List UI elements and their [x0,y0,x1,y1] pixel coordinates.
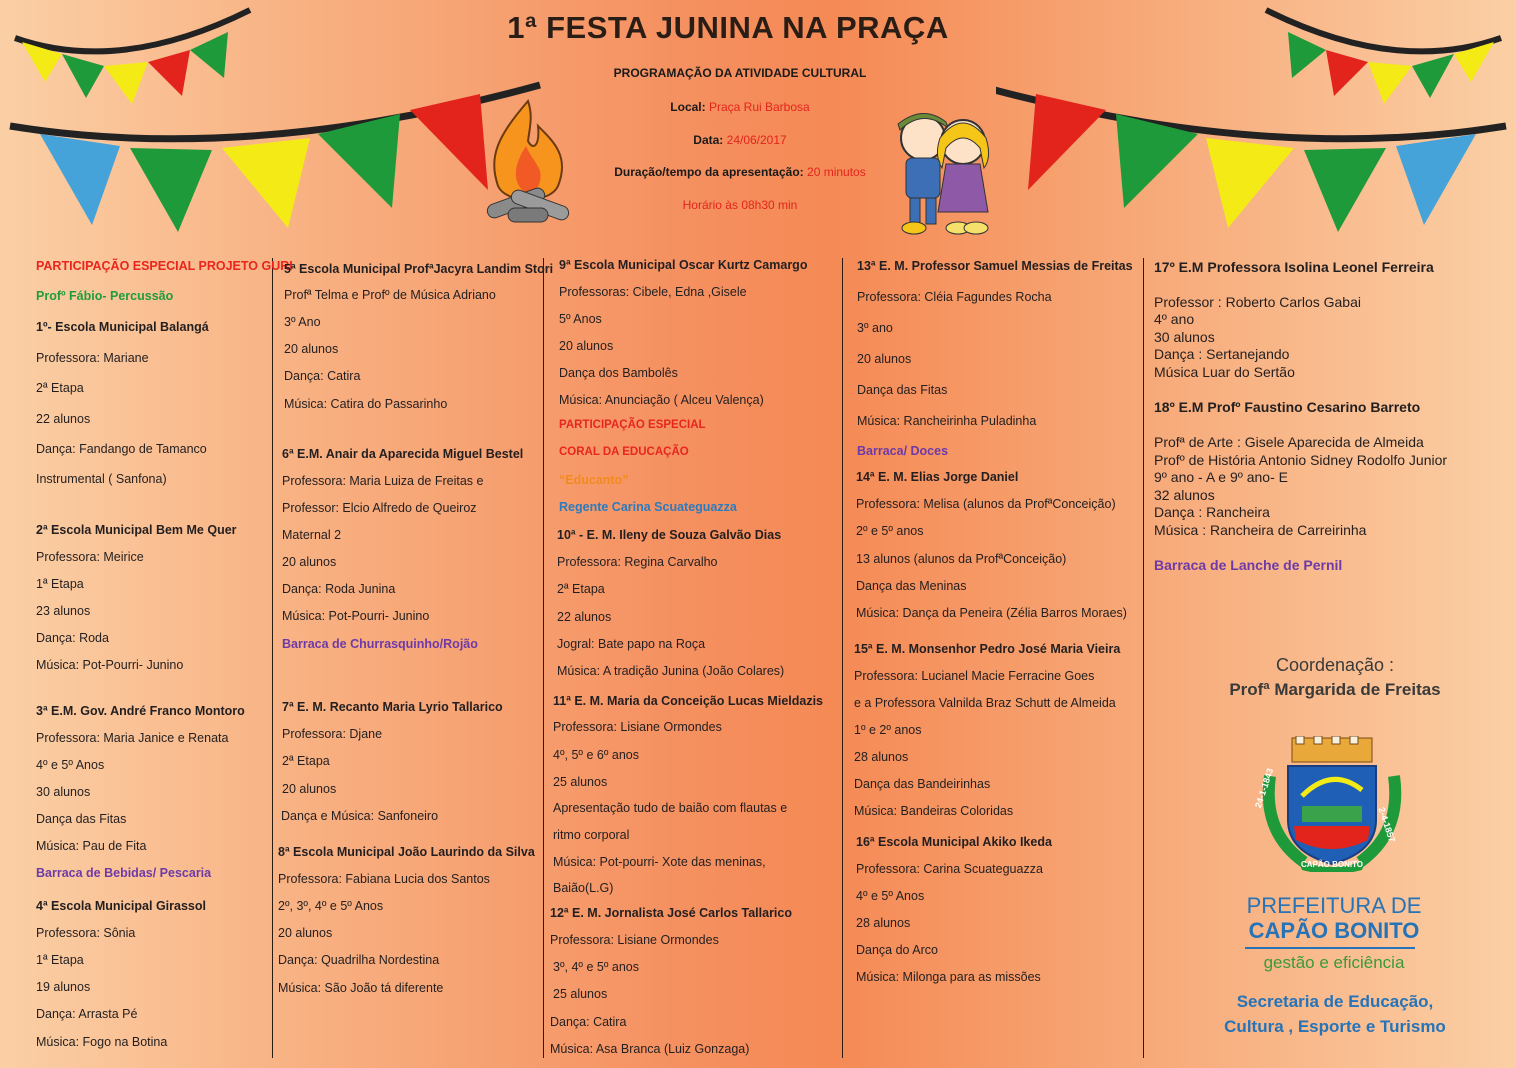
school-detail: 1ª Etapa [36,953,84,967]
school-detail: Baião(L.G) [553,881,614,895]
duracao-line [560,165,920,179]
school-detail: Música: Rancheirinha Puladinha [857,414,1037,428]
school-heading: 18º E.M Profº Faustino Cesarino Barreto [1154,399,1421,415]
school-detail: Música: Milonga para as missões [856,970,1041,984]
school-detail: 20 alunos [284,342,339,356]
school-detail: Dança: Roda Junina [282,582,396,596]
school-detail: Música: Asa Branca (Luiz Gonzaga) [550,1042,750,1056]
school-detail: Professora: Lucianel Macie Ferracine Goes [854,669,1095,683]
school-detail: Música: A tradição Junina (João Colares) [557,664,785,678]
column-divider [842,258,843,1058]
school-detail: Professora: Maria Janice e Renata [36,731,229,745]
prof-fabio: Profº Fábio- Percussão [36,289,174,303]
school-detail: 5º Anos [559,312,602,326]
data-label: Data: [693,133,724,147]
school-heading: 6ª E.M. Anair da Aparecida Miguel Bestel [282,447,524,461]
school-detail: 28 alunos [856,916,911,930]
school-detail: 19 alunos [36,980,91,994]
school-detail: e a Professora Valnilda Braz Schutt de Almeida [854,696,1116,710]
school-detail: Dança dos Bambolês [559,366,678,380]
school-detail: 23 alunos [36,604,91,618]
secretaria-line-1: Secretaria de Educação, [1236,992,1434,1011]
school-detail: Professora: Cléia Fagundes Rocha [857,290,1052,304]
school-heading: 12ª E. M. Jornalista José Carlos Tallarico [550,906,792,920]
school-heading: 14ª E. M. Elias Jorge Daniel [856,470,1019,484]
school-detail: 4º e 5º Anos [856,889,925,903]
school-detail: Música Luar do Sertão [1154,364,1295,380]
school-detail: Música: Pot-Pourri- Junino [282,609,430,623]
local-label: Local: [670,100,706,114]
school-heading: 8ª Escola Municipal João Laurindo da Silva [278,845,535,859]
secretaria-line-2: Cultura , Esporte e Turismo [1224,1017,1446,1036]
school-heading: 16ª Escola Municipal Akiko Ikeda [856,835,1052,849]
school-detail: Apresentação tudo de baião com flautas e [553,801,788,815]
school-heading: 3ª E.M. Gov. André Franco Montoro [36,704,245,718]
school-detail: Música : Rancheira de Carreirinha [1154,522,1367,538]
brasao-date-right: 2-4-1857 [1376,806,1398,844]
school-detail: Dança das Fitas [857,383,948,397]
school-detail: Dança: Arrasta Pé [36,1007,138,1021]
school-detail: Dança: Catira [550,1015,627,1029]
school-detail: 28 alunos [854,750,909,764]
column-divider [543,258,544,1058]
subtitle: PROGRAMAÇÃO DA ATIVIDADE CULTURAL [613,66,867,80]
school-detail: Dança : Rancheira [1154,504,1270,520]
barraca-label: Barraca de Bebidas/ Pescaria [36,866,212,880]
school-detail: Professora: Lisiane Ormondes [553,720,722,734]
school-detail: 30 alunos [1154,329,1215,345]
brasao-date-left: 24-1-1843 [1253,766,1276,810]
horario: Horário às 08h30 min [682,198,798,212]
school-detail: 20 alunos [278,926,333,940]
school-detail: Jogral: Bate papo na Roça [557,637,706,651]
school-detail: Professora: Carina Scuateguazza [856,862,1043,876]
regente: Regente Carina Scuateguazza [559,500,737,514]
school-detail: Professora: Sônia [36,926,136,940]
coordenacao-nome: Profª Margarida de Freitas [1229,680,1441,699]
data-value: 24/06/2017 [726,133,787,147]
school-detail: Dança: Fandango de Tamanco [36,442,207,456]
school-detail: Dança : Sertanejando [1154,346,1290,362]
educanto: “Educanto” [559,473,629,487]
school-detail: 2º, 3º, 4º e 5º Anos [278,899,384,913]
school-detail: 4º ano [1154,311,1195,327]
school-detail: Música: São João tá diferente [278,981,444,995]
school-detail: 22 alunos [557,610,612,624]
coral-heading: CORAL DA EDUCAÇÃO [559,446,689,458]
school-heading: 17º E.M Professora Isolina Leonel Ferreira [1154,259,1434,275]
school-detail: 3º Ano [284,315,321,329]
school-detail: 22 alunos [36,412,91,426]
school-detail: 2ª Etapa [36,381,84,395]
local-line [560,100,920,114]
school-detail: 2ª Etapa [282,754,330,768]
data-line [560,133,920,147]
school-detail: 32 alunos [1154,487,1215,503]
school-detail: Dança: Catira [284,369,361,383]
school-detail: 25 alunos [553,987,608,1001]
brasao-icon [1258,736,1406,872]
logo-divider [1245,947,1415,949]
school-detail: 20 alunos [282,782,337,796]
school-detail: Dança das Fitas [36,812,127,826]
school-heading: 7ª E. M. Recanto Maria Lyrio Tallarico [282,700,503,714]
school-detail: 20 alunos [857,352,912,366]
school-heading: 11ª E. M. Maria da Conceição Lucas Mieldazis [553,694,824,708]
school-detail: Professora: Regina Carvalho [557,555,718,569]
local-value: Praça Rui Barbosa [708,100,810,114]
school-detail: Profª Telma e Profº de Música Adriano [284,288,496,302]
school-heading: 2ª Escola Municipal Bem Me Quer [36,523,237,537]
school-detail: 30 alunos [36,785,91,799]
school-detail: 20 alunos [559,339,614,353]
duracao-value: 20 minutos [807,165,866,179]
school-detail: Música: Catira do Passarinho [284,397,448,411]
school-detail: Professor : Roberto Carlos Gabai [1154,294,1361,310]
school-detail: ritmo corporal [553,828,630,842]
brasao-city: CAPÃO BONITO [1300,860,1364,869]
school-detail: 3º ano [857,321,893,335]
school-detail: Música: Pot-pourri- Xote das meninas, [553,855,766,869]
school-heading: 10ª - E. M. Ileny de Souza Galvão Dias [557,528,782,542]
school-detail: Dança das Bandeirinhas [854,777,991,791]
school-detail: Música: Anunciação ( Alceu Valença) [559,393,764,407]
school-detail: Professora: Fabiana Lucia dos Santos [278,872,490,886]
school-detail: 20 alunos [282,555,337,569]
school-heading: 15ª E. M. Monsenhor Pedro José Maria Vieira [854,642,1121,656]
column-divider [272,258,273,1058]
projeto-guri-heading: PARTICIPAÇÃO ESPECIAL PROJETO GURI [36,259,293,273]
school-heading: 1º- Escola Municipal Balangá [36,320,209,334]
school-detail: Professor: Elcio Alfredo de Queiroz [282,501,477,515]
column-divider [1143,258,1144,1058]
school-detail: Dança e Música: Sanfoneiro [281,809,439,823]
prefeitura-line-2: CAPÃO BONITO [1248,918,1420,943]
page-title: 1ª FESTA JUNINA NA PRAÇA [507,10,949,45]
school-heading: 9ª Escola Municipal Oscar Kurtz Camargo [559,258,808,272]
school-detail: Professora: Maria Luiza de Freitas e [282,474,484,488]
school-detail: Profº de História Antonio Sidney Rodolfo Junior [1154,452,1448,468]
school-detail: Música: Fogo na Botina [36,1035,168,1049]
school-detail: 4º e 5º Anos [36,758,105,772]
school-detail: 9º ano - A e 9º ano- E [1154,469,1288,485]
barraca-label: Barraca de Lanche de Pernil [1154,557,1343,573]
school-heading: 5ª Escola Municipal ProfªJacyra Landim Stori [284,262,554,276]
school-detail: Dança das Meninas [856,579,967,593]
especial-heading: PARTICIPAÇÃO ESPECIAL [559,419,706,431]
school-detail: 1º e 2º anos [854,723,922,737]
school-detail: 3º, 4º e 5º anos [553,960,639,974]
school-detail: Instrumental ( Sanfona) [36,472,167,486]
school-detail: Professora: Mariane [36,351,149,365]
school-detail: Maternal 2 [282,528,342,542]
school-detail: Música: Pau de Fita [36,839,147,853]
school-detail: Música: Dança da Peneira (Zélia Barros Moraes) [856,606,1127,620]
school-detail: 2º e 5º anos [856,524,924,538]
coordenacao-label: Coordenação : [1275,655,1395,675]
school-heading: 4ª Escola Municipal Girassol [36,899,206,913]
school-detail: Professoras: Cibele, Edna ,Gisele [559,285,747,299]
school-detail: Professora: Djane [282,727,383,741]
school-detail: Professora: Lisiane Ormondes [550,933,719,947]
duracao-label: Duração/tempo da apresentação: [614,165,804,179]
barraca-label: Barraca de Churrasquinho/Rojão [282,637,478,651]
school-detail: 13 alunos (alunos da ProfªConceição) [856,552,1067,566]
slogan: gestão e eficiência [1263,953,1405,972]
school-heading: 13ª E. M. Professor Samuel Messias de Freitas [857,259,1133,273]
school-detail: Profª de Arte : Gisele Aparecida de Almeida [1154,434,1424,450]
school-detail: Dança: Roda [36,631,109,645]
prefeitura-line-1: PREFEITURA DE [1246,893,1422,918]
school-detail: 2ª Etapa [557,582,605,596]
school-detail: 25 alunos [553,775,608,789]
school-detail: Professora: Meirice [36,550,144,564]
barraca-label: Barraca/ Doces [857,444,949,458]
school-detail: Professora: Melisa (alunos da ProfªConceição) [856,497,1116,511]
school-detail: 4º, 5º e 6º anos [553,748,639,762]
school-detail: Dança: Quadrilha Nordestina [278,953,440,967]
school-detail: Música: Pot-Pourri- Junino [36,658,184,672]
school-detail: Música: Bandeiras Coloridas [854,804,1014,818]
school-detail: Dança do Arco [856,943,938,957]
school-detail: 1ª Etapa [36,577,84,591]
